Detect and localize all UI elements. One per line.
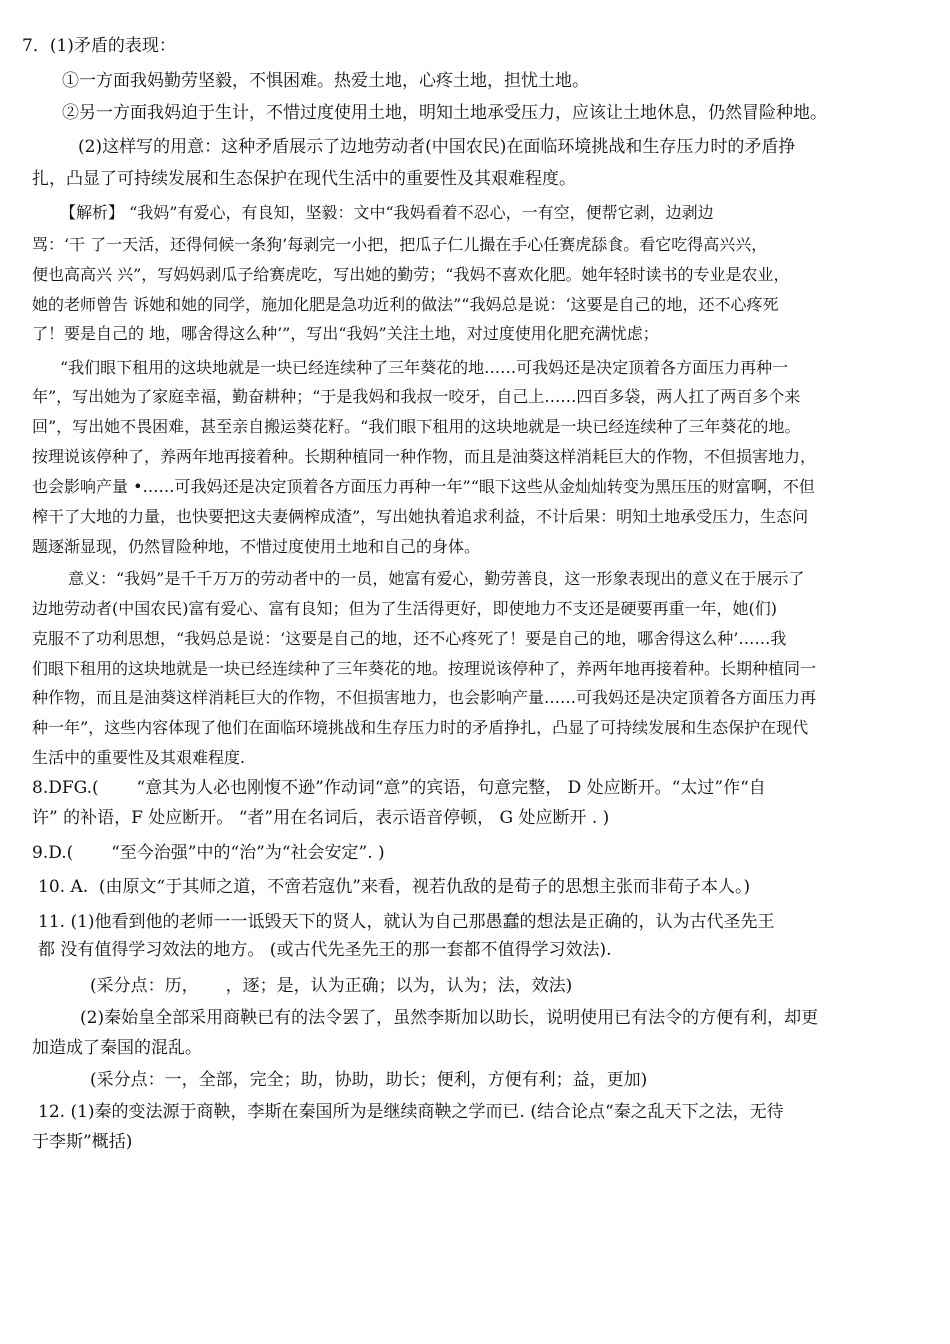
q11-line-2: 都 没有值得学习效法的地方。 (或古代先圣先王的那一套都不值得学习效法).	[38, 940, 612, 960]
analysis-line-3: 便也高高兴 兴”，写妈妈剥瓜子给赛虎吃，写出她的勤劳；“我妈不喜欢化肥。她年轻时读书的专业是农业，	[32, 265, 790, 284]
meaning-line-7: 生活中的重要性及其艰难程度.	[32, 748, 246, 767]
analysis-line-7: 年”，写出她为了家庭幸福，勤奋耕种；“于是我妈和我叔一咬牙，自己上……四百多袋，两人扛了两百多个来	[32, 387, 801, 406]
q11-line-1: 11. (1)他看到他的老师一一诋毁天下的贤人，就认为自己那愚蠢的想法是正确的，认为古代圣先王	[38, 912, 775, 932]
meaning-line-2: 边地劳动者(中国农民)富有爱心、富有良知；但为了生活得更好，即使地力不支还是硬要再重一年，她(们)	[32, 599, 777, 618]
q12-line-2: 于李斯”概括)	[32, 1132, 133, 1152]
analysis-line-1: 【解析】 “我妈”有爱心，有良知，坚毅：文中“我妈看着不忍心，一有空，便帮它剥，边剥边	[60, 203, 714, 222]
q8-line-1: 8.DFG.( “意其为人必也刚愎不逊”作动词“意”的宾语，句意完整， D 处应断开。“太过”作“自	[32, 778, 766, 798]
analysis-line-9: 按理说该停种了，养两年地再接着种。长期种植同一种作物，而且是油葵这样消耗巨大的作物，不但损害地力，	[32, 447, 817, 466]
q7-heading: 7．(1)矛盾的表现：	[22, 36, 176, 56]
q11-part2-line-1: (2)秦始皇全部采用商鞅已有的法令罢了，虽然李斯加以助长，说明使用已有法令的方便有利，却更	[80, 1008, 819, 1028]
analysis-line-11: 榨干了大地的力量，也快要把这夫妻俩榨成渣”，写出她执着追求利益，不计后果：明知土地承受压力，生态问	[32, 507, 809, 526]
analysis-line-8: 回”，写出她不畏困难，甚至亲自搬运葵花籽。“我们眼下租用的这块地就是一块已经连续种了三年葵花的地。	[32, 417, 801, 436]
meaning-line-1: 意义：“我妈”是千千万万的劳动者中的一员，她富有爱心，勤劳善良，这一形象表现出的意义在于展示了	[68, 569, 805, 588]
q7-point-2: ②另一方面我妈迫于生计，不惜过度使用土地，明知土地承受压力，应该让土地休息，仍然冒险种地。	[62, 103, 827, 123]
q7-part2-line-1: (2)这样写的用意：这种矛盾展示了边地劳动者(中国农民)在面临环境挑战和生存压力时的矛盾挣	[78, 137, 796, 157]
analysis-line-4: 她的老师曾告 诉她和她的同学，施加化肥是急功近利的做法”“我妈总是说：‘这要是自己的地，还不心疼死	[32, 295, 779, 314]
q11-scoring-1: (采分点：历， ，逐；是，认为正确；以为，认为；法，效法)	[90, 976, 573, 996]
analysis-line-5: 了！要是自己的 地，哪舍得这么种’”，写出“我妈”关注土地，对过度使用化肥充满忧虑；	[32, 324, 659, 343]
analysis-line-10: 也会影响产量 •……可我妈还是决定顶着各方面压力再种一年”“眼下这些从金灿灿转变为黑压压的财富啊，不但	[32, 477, 815, 496]
q11-part2-line-2: 加造成了秦国的混乱。	[32, 1038, 202, 1058]
q10-line: 10. A. (由原文“于其师之道，不啻若寇仇”来看，视若仇敌的是荀子的思想主张而非荀子本人。)	[38, 877, 751, 897]
q7-part2-line-2: 扎，凸显了可持续发展和生态保护在现代生活中的重要性及其艰难程度。	[32, 169, 576, 189]
meaning-line-3: 克服不了功利思想，“我妈总是说：‘这要是自己的地，还不心疼死了！要是自己的地，哪舍得这么种’……我	[32, 629, 787, 648]
meaning-line-6: 种一年”，这些内容体现了他们在面临环境挑战和生存压力时的矛盾挣扎，凸显了可持续发展和生态保护在现代	[32, 718, 809, 737]
q12-line-1: 12. (1)秦的变法源于商鞅，李斯在秦国所为是继续商鞅之学而已. (结合论点“秦之乱天下之法，无待	[38, 1102, 784, 1122]
analysis-line-6: “我们眼下租用的这块地就是一块已经连续种了三年葵花的地……可我妈还是决定顶着各方面压力再种一	[60, 358, 789, 377]
q9-line: 9.D.( “至今治强”中的“治”为“社会安定”. )	[32, 843, 385, 863]
meaning-line-5: 种作物，而且是油葵这样消耗巨大的作物，不但损害地力，也会影响产量……可我妈还是决定顶着各方面压力再	[32, 688, 817, 707]
q8-line-2: 许” 的补语，F 处应断开。 “者”用在名词后，表示语音停顿， G 处应断开 . )	[32, 808, 610, 828]
q7-point-1: ①一方面我妈勤劳坚毅，不惧困难。热爱土地，心疼土地，担忧土地。	[62, 71, 589, 91]
q11-scoring-2: (采分点：一，全部，完全；助，协助，助长；便利，方便有利；益，更加)	[90, 1070, 648, 1090]
analysis-line-12: 题逐渐显现，仍然冒险种地，不惜过度使用土地和自己的身体。	[32, 537, 481, 556]
analysis-line-2: 骂：‘干 了一天活，还得伺候一条狗’每剥完一小把，把瓜子仁儿撮在手心任赛虎舔食。看它吃得高兴兴，	[32, 235, 768, 254]
meaning-line-4: 们眼下租用的这块地就是一块已经连续种了三年葵花的地。按理说该停种了，养两年地再接着种。长期种植同一	[32, 659, 817, 678]
